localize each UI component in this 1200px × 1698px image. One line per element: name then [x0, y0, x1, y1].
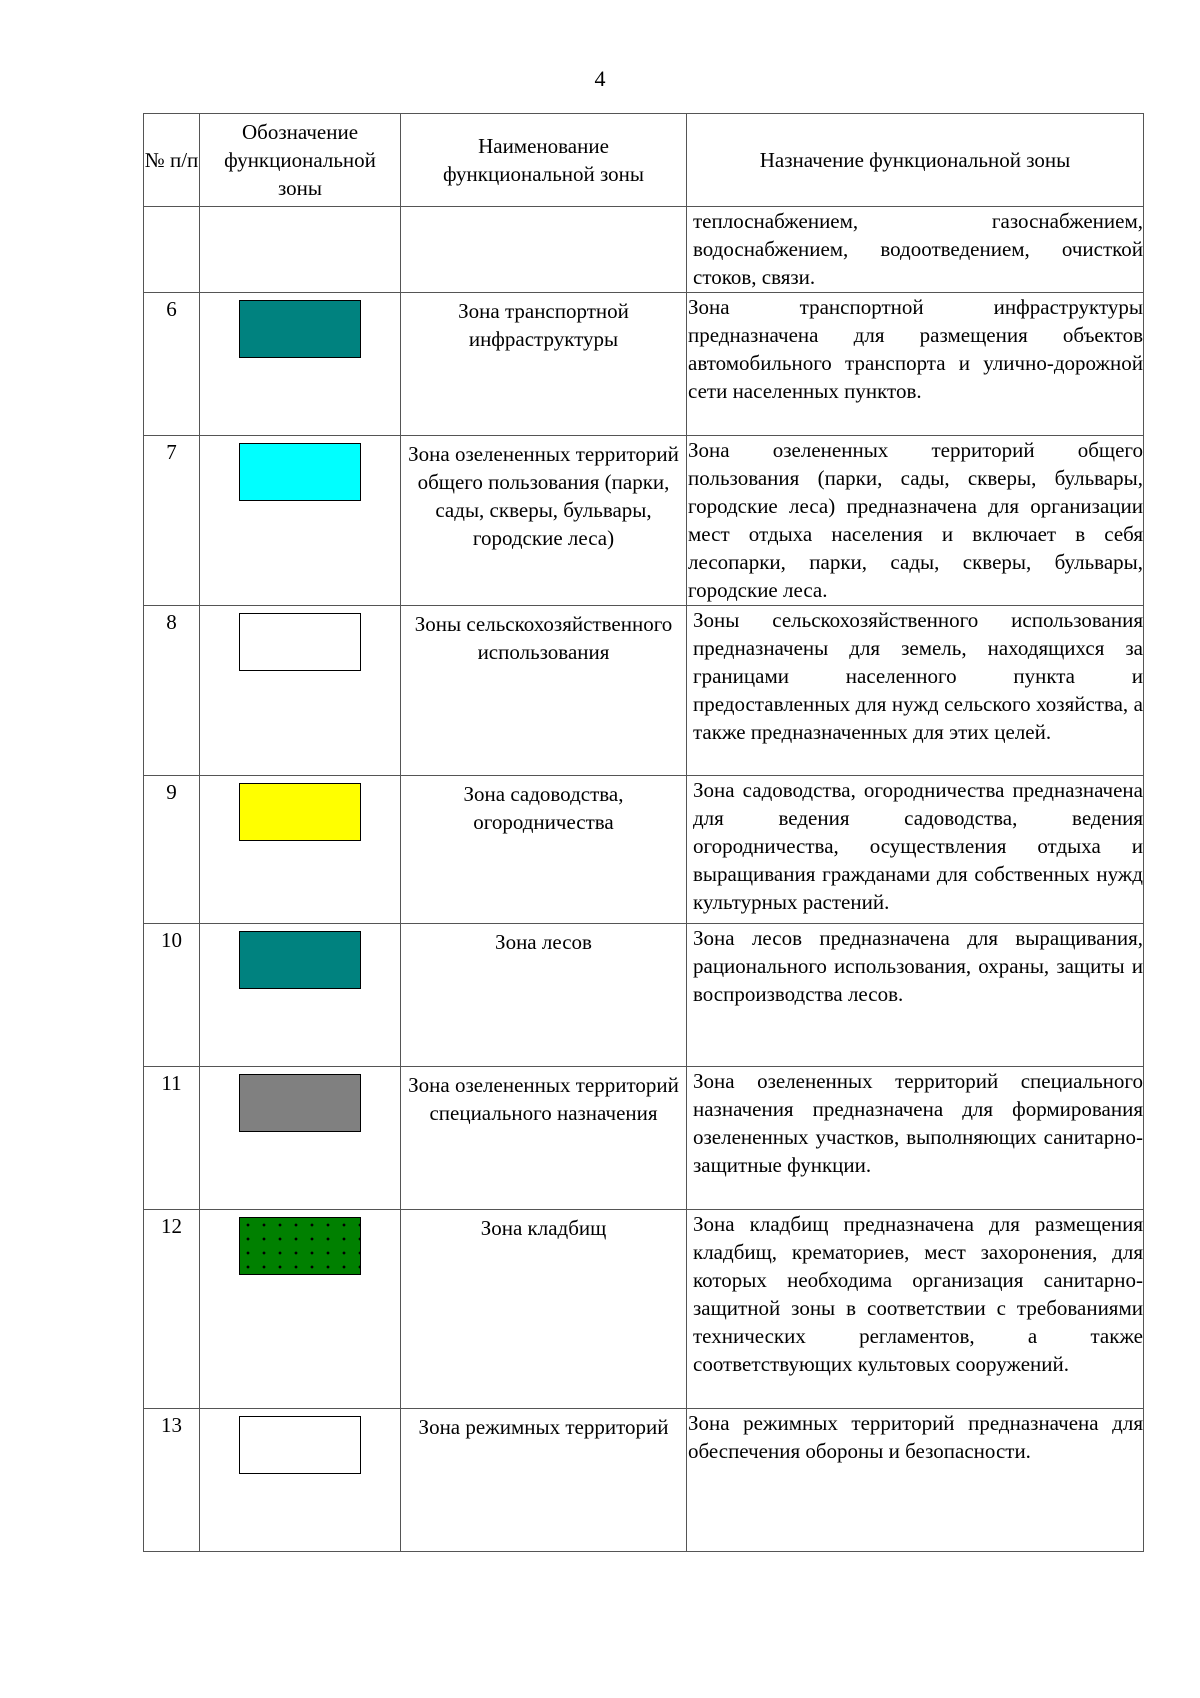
zone-symbol-cell: [200, 1210, 401, 1409]
zone-name: Зона садоводства, огородничества: [401, 776, 687, 924]
header-symbol: Обозначение функциональной зоны: [200, 114, 401, 207]
continuation-name-cell: [401, 207, 687, 293]
zone-name: Зона лесов: [401, 924, 687, 1067]
table-row: [144, 1210, 1144, 1409]
table-row: [144, 776, 1144, 924]
row-number: 12: [144, 1210, 200, 1409]
zone-color-swatch: [239, 1416, 361, 1474]
zone-color-swatch: [239, 783, 361, 841]
page-number: 4: [594, 66, 606, 91]
header-purpose: Назначение функциональной зоны: [687, 114, 1144, 207]
table-row: [144, 436, 1144, 606]
zone-color-swatch: [239, 443, 361, 501]
header-name: Наименование функциональной зоны: [401, 114, 687, 207]
zone-name: Зона озелененных территорий специального назначения: [401, 1067, 687, 1210]
zone-color-swatch: [239, 1074, 361, 1132]
table-row: [144, 606, 1144, 776]
zone-purpose: Зона садоводства, огородничества предназначена для ведения садоводства, ведения огородничества, осуществления отдыха и выращивания гражданами для собственных нужд культурных растений.: [693, 778, 1143, 914]
row-number: 10: [144, 924, 200, 1067]
zone-purpose-cell: [687, 436, 1144, 606]
zone-symbol-cell: [200, 436, 401, 606]
zone-purpose: Зона транспортной инфраструктуры предназначена для размещения объектов автомобильного транспорта и улично-дорожной сети населенных пунктов.: [688, 295, 1143, 403]
zone-purpose: Зона режимных территорий предназначена для обеспечения обороны и безопасности.: [688, 1411, 1143, 1463]
row-number: 7: [144, 436, 200, 606]
zone-purpose-cell: [687, 1409, 1144, 1552]
zone-purpose-cell: [687, 776, 1144, 924]
continuation-purpose-cell: [687, 207, 1144, 293]
zone-purpose: Зона озелененных территорий специального назначения предназначена для формирования озелененных участков, выполняющих санитарно-защитные функции.: [693, 1069, 1143, 1177]
zone-symbol-cell: [200, 924, 401, 1067]
row-number: 9: [144, 776, 200, 924]
zone-purpose-cell: [687, 606, 1144, 776]
zone-purpose-cell: [687, 293, 1144, 436]
zone-name: Зона транспортной инфраструктуры: [401, 293, 687, 436]
row-number: 13: [144, 1409, 200, 1552]
table-row: [144, 293, 1144, 436]
table-header-row: [144, 114, 1144, 207]
row-number: 11: [144, 1067, 200, 1210]
zone-symbol-cell: [200, 606, 401, 776]
zone-purpose: Зона лесов предназначена для выращивания, рационального использования, охраны, защиты и воспроизводства лесов.: [693, 926, 1143, 1006]
zone-name: Зона кладбищ: [401, 1210, 687, 1409]
zone-color-swatch: [239, 1217, 361, 1275]
zone-purpose: Зона озелененных территорий общего пользования (парки, сады, скверы, бульвары, городские леса) предназначена для организации мест отдыха населения и включает в себя лесопарки, парки, сады, скверы, бульвары, городские леса.: [688, 438, 1143, 602]
zone-name: Зоны сельскохозяйственного использования: [401, 606, 687, 776]
table-row: [144, 1067, 1144, 1210]
row-number: 6: [144, 293, 200, 436]
zone-symbol-cell: [200, 1067, 401, 1210]
zone-purpose: Зоны сельскохозяйственного использования предназначены для земель, находящихся за границами населенного пункта и предоставленных для нужд сельского хозяйства, а также предназначенных для этих целей.: [693, 608, 1143, 744]
functional-zones-table: [143, 113, 1144, 1552]
zone-name: Зона режимных территорий: [401, 1409, 687, 1552]
zone-symbol-cell: [200, 293, 401, 436]
continuation-symbol-cell: [200, 207, 401, 293]
zone-color-swatch: [239, 300, 361, 358]
continuation-row: [144, 207, 1144, 293]
zone-purpose-cell: [687, 1067, 1144, 1210]
continuation-text: теплоснабжением, газоснабжением, водоснабжением, водоотведением, очисткой стоков, связи.: [693, 209, 1143, 289]
row-number: 8: [144, 606, 200, 776]
zone-purpose-cell: [687, 1210, 1144, 1409]
zone-symbol-cell: [200, 776, 401, 924]
header-num: № п/п: [144, 114, 200, 207]
table-row: [144, 1409, 1144, 1552]
zone-color-swatch: [239, 613, 361, 671]
zone-symbol-cell: [200, 1409, 401, 1552]
zone-purpose: Зона кладбищ предназначена для размещения кладбищ, крематориев, мест захоронения, для которых необходима организация санитарно-защитной зоны в соответствии с требованиями технических регламентов, а также соответствующих культовых сооружений.: [693, 1212, 1143, 1376]
zone-name: Зона озелененных территорий общего пользования (парки, сады, скверы, бульвары, городские леса): [401, 436, 687, 606]
zone-purpose-cell: [687, 924, 1144, 1067]
continuation-num-cell: [144, 207, 200, 293]
table-row: [144, 924, 1144, 1067]
zone-color-swatch: [239, 931, 361, 989]
